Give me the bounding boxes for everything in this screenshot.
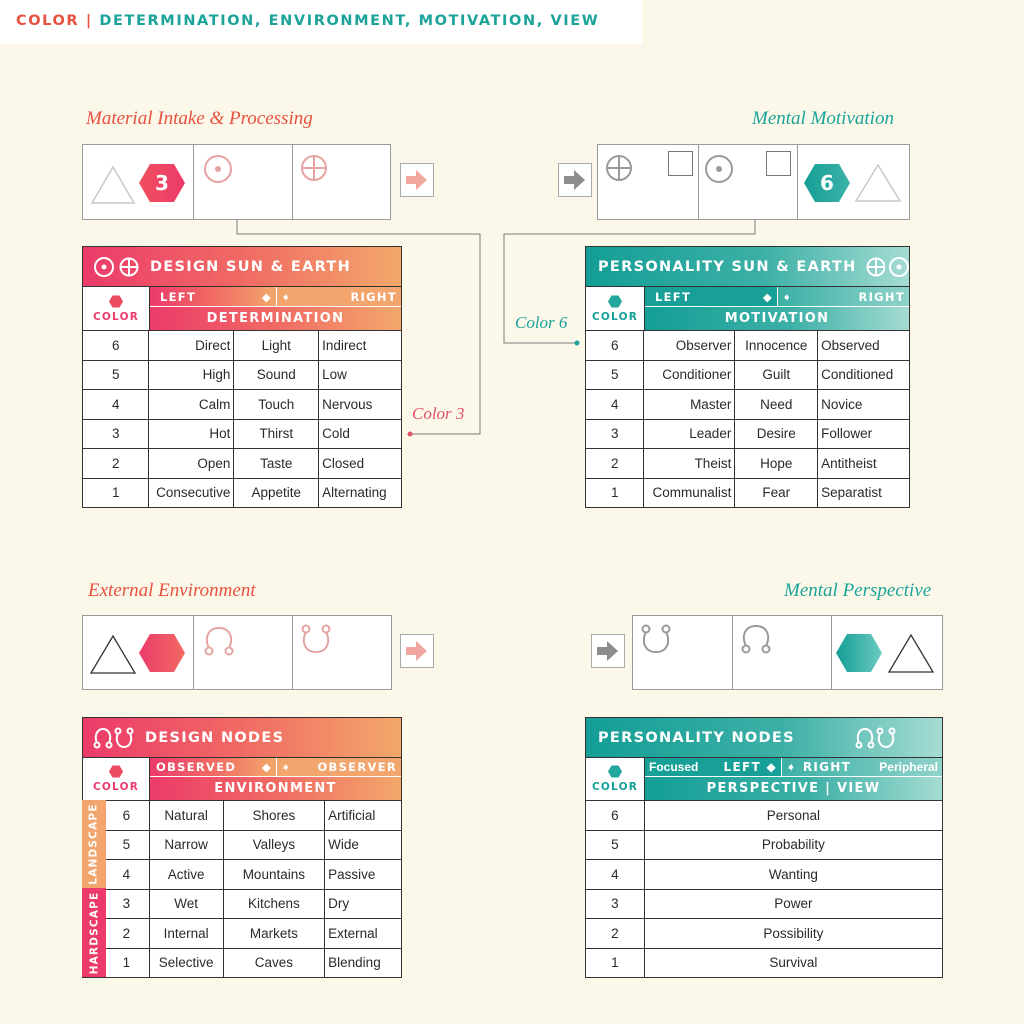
arrow-right-icon: ➧ xyxy=(782,289,793,304)
right-value: Indirect xyxy=(319,331,402,361)
left-value: Internal xyxy=(149,919,223,949)
design-sun-header xyxy=(82,246,402,286)
earth-icon xyxy=(865,256,886,278)
row-number: 4 xyxy=(586,390,644,420)
table-row xyxy=(586,948,943,978)
personality-nodes-grid xyxy=(585,800,943,978)
middle-value: Touch xyxy=(234,390,319,420)
personality-color-number: 6 xyxy=(820,171,834,195)
left-value: Master xyxy=(644,390,735,420)
middle-value: Light xyxy=(234,331,319,361)
row-number: 6 xyxy=(83,331,149,361)
design-sun-subheader xyxy=(82,286,402,330)
focused-text: Focused xyxy=(649,760,699,774)
row-number: 4 xyxy=(586,860,645,890)
table-row xyxy=(586,889,943,919)
section-title-mental-motivation: Mental Motivation xyxy=(752,108,894,129)
right-value: Nervous xyxy=(319,390,402,420)
left-value: Wet xyxy=(149,889,223,919)
banner-color-word: COLOR xyxy=(16,13,80,29)
north-node-icon xyxy=(739,622,773,656)
left-value: Active xyxy=(149,860,223,890)
personality-sun-subtitle: MOTIVATION xyxy=(645,307,909,330)
left-value: Theist xyxy=(644,449,735,479)
table-row xyxy=(83,390,402,420)
left-value: Narrow xyxy=(149,830,223,860)
landscape-band xyxy=(82,800,106,888)
right-label xyxy=(276,758,401,776)
table-row xyxy=(586,390,910,420)
color-label: COLOR xyxy=(592,781,638,793)
middle-value: Guilt xyxy=(735,360,818,390)
row-number: 2 xyxy=(586,919,645,949)
left-text: LEFT xyxy=(160,289,197,304)
design-nodes-header xyxy=(82,717,402,757)
table-row xyxy=(586,419,910,449)
personality-sun-title: PERSONALITY SUN & EARTH xyxy=(598,258,857,275)
right-value: Antitheist xyxy=(818,449,910,479)
table-row xyxy=(83,919,402,949)
personality-nodes-title: PERSONALITY NODES xyxy=(598,729,795,746)
middle-value: Caves xyxy=(223,948,325,978)
design-nodes-title: DESIGN NODES xyxy=(145,729,285,746)
left-label xyxy=(150,287,276,306)
section-title-external: External Environment xyxy=(88,580,256,601)
right-value: Separatist xyxy=(818,478,910,508)
table-row xyxy=(83,419,402,449)
perspective-value: Possibility xyxy=(644,919,942,949)
left-value: High xyxy=(149,360,234,390)
table-row xyxy=(586,478,910,508)
personality-nodes-color-cell xyxy=(832,616,942,689)
right-value: Conditioned xyxy=(818,360,910,390)
south-node-icon xyxy=(639,622,673,656)
hardscape-band xyxy=(82,888,106,977)
left-value: Direct xyxy=(149,331,234,361)
right-value: Observed xyxy=(818,331,910,361)
table-row xyxy=(83,830,402,860)
design-nodes-arrow-button[interactable] xyxy=(400,634,434,668)
arrow-left-icon: ◆ xyxy=(766,760,777,774)
perspective-value: Wanting xyxy=(644,860,942,890)
left-label xyxy=(645,287,777,306)
table-row xyxy=(586,360,910,390)
right-value: External xyxy=(325,919,402,949)
right-value: Alternating xyxy=(319,478,402,508)
row-number: 1 xyxy=(83,478,149,508)
color-column-header xyxy=(83,758,150,800)
left-value: Leader xyxy=(644,419,735,449)
middle-value: Valleys xyxy=(223,830,325,860)
color-column-header xyxy=(586,287,645,330)
personality-nodes-planet-box xyxy=(632,615,943,690)
row-number: 6 xyxy=(83,801,150,831)
table-row xyxy=(586,449,910,479)
left-value: Open xyxy=(149,449,234,479)
section-title-perspective: Mental Perspective xyxy=(784,580,932,601)
row-number: 5 xyxy=(83,360,149,390)
middle-value: Fear xyxy=(735,478,818,508)
design-nodes-table xyxy=(82,717,402,978)
left-value: Communalist xyxy=(644,478,735,508)
color-label: COLOR xyxy=(93,781,139,793)
left-value: Observer xyxy=(644,331,735,361)
color-column-header xyxy=(586,758,645,800)
table-row xyxy=(586,830,943,860)
right-text: RIGHT xyxy=(802,760,852,774)
hexagon-icon xyxy=(109,765,123,778)
south-node-icon xyxy=(299,622,333,656)
right-value: Artificial xyxy=(325,801,402,831)
row-number: 3 xyxy=(83,889,150,919)
middle-value: Hope xyxy=(735,449,818,479)
arrow-right-icon xyxy=(406,641,428,661)
right-label xyxy=(781,758,942,776)
table-row xyxy=(83,948,402,978)
left-value: Selective xyxy=(149,948,223,978)
sun-icon xyxy=(93,256,115,278)
left-text: LEFT xyxy=(723,760,761,774)
middle-value: Markets xyxy=(223,919,325,949)
triangle-icon xyxy=(886,633,938,675)
row-number: 5 xyxy=(586,360,644,390)
design-color-number: 3 xyxy=(155,171,169,195)
right-group xyxy=(786,760,851,774)
perspective-value: Probability xyxy=(644,830,942,860)
right-text: OBSERVER xyxy=(317,760,397,774)
middle-value: Appetite xyxy=(234,478,319,508)
personality-nodes-header xyxy=(585,717,943,757)
row-number: 3 xyxy=(586,889,645,919)
row-number: 4 xyxy=(83,860,150,890)
table-row xyxy=(83,860,402,890)
personality-sun-subheader xyxy=(585,286,910,330)
table-row xyxy=(586,860,943,890)
row-number: 6 xyxy=(586,801,645,831)
middle-value: Mountains xyxy=(223,860,325,890)
hexagon-icon xyxy=(608,295,622,308)
note-color-6: Color 6 xyxy=(515,313,568,332)
arrow-left-icon: ◆ xyxy=(261,760,272,774)
design-sun-table xyxy=(82,246,402,508)
middle-value: Desire xyxy=(735,419,818,449)
earth-icon xyxy=(118,256,140,278)
arrow-right-icon: ➧ xyxy=(786,760,798,774)
color-label: COLOR xyxy=(93,310,139,323)
right-text: RIGHT xyxy=(350,289,397,304)
right-value: Closed xyxy=(319,449,402,479)
sun-icon xyxy=(888,256,909,278)
row-number: 2 xyxy=(586,449,644,479)
right-value: Dry xyxy=(325,889,402,919)
right-value: Wide xyxy=(325,830,402,860)
nodes-icon xyxy=(93,726,135,750)
perspective-value: Survival xyxy=(644,948,942,978)
middle-value: Taste xyxy=(234,449,319,479)
table-row xyxy=(83,889,402,919)
nodes-icon xyxy=(855,726,897,750)
personality-nodes-subtitle: PERSPECTIVE | VIEW xyxy=(645,777,942,800)
arrow-left-icon: ◆ xyxy=(261,289,272,304)
hardscape-label: HARDSCAPE xyxy=(88,891,100,974)
hexagon-icon xyxy=(109,295,123,308)
row-number: 1 xyxy=(83,948,150,978)
row-number: 4 xyxy=(83,390,149,420)
left-value: Consecutive xyxy=(149,478,234,508)
table-row xyxy=(83,449,402,479)
right-value: Follower xyxy=(818,419,910,449)
personality-nodes-table xyxy=(585,717,943,978)
design-nodes-planet-box xyxy=(82,615,392,690)
table-row xyxy=(83,801,402,831)
arrow-right-icon xyxy=(597,641,619,661)
row-number: 5 xyxy=(83,830,150,860)
right-label xyxy=(276,287,401,306)
personality-nodes-subheader xyxy=(585,757,943,800)
middle-value: Kitchens xyxy=(223,889,325,919)
design-nodes-color-cell xyxy=(83,616,194,689)
middle-value: Need xyxy=(735,390,818,420)
left-label xyxy=(645,758,781,776)
right-value: Low xyxy=(319,360,402,390)
banner-separator: | xyxy=(79,13,100,29)
north-node-cell xyxy=(733,616,832,689)
right-value: Cold xyxy=(319,419,402,449)
design-sun-grid xyxy=(82,330,402,508)
arrow-left-icon: ◆ xyxy=(762,289,773,304)
table-row xyxy=(83,478,402,508)
row-number: 5 xyxy=(586,830,645,860)
personality-nodes-arrow-button[interactable] xyxy=(591,634,625,668)
right-label xyxy=(777,287,909,306)
design-sun-title: DESIGN SUN & EARTH xyxy=(150,258,352,275)
north-node-cell xyxy=(194,616,293,689)
middle-value: Sound xyxy=(234,360,319,390)
personality-sun-table xyxy=(585,246,910,508)
left-text: OBSERVED xyxy=(156,760,237,774)
table-row xyxy=(586,331,910,361)
row-number: 2 xyxy=(83,449,149,479)
north-node-icon xyxy=(202,624,236,658)
table-row xyxy=(83,360,402,390)
table-row xyxy=(586,919,943,949)
right-value: Passive xyxy=(325,860,402,890)
left-value: Hot xyxy=(149,419,234,449)
hexagon-icon xyxy=(608,765,622,778)
note-color-3: Color 3 xyxy=(412,404,465,423)
row-number: 3 xyxy=(83,419,149,449)
banner-topics: DETERMINATION, ENVIRONMENT, MOTIVATION, VIEW xyxy=(99,13,600,29)
color-column-header xyxy=(83,287,150,330)
left-value: Conditioner xyxy=(644,360,735,390)
landscape-label: LANDSCAPE xyxy=(88,803,101,885)
design-sun-subtitle: DETERMINATION xyxy=(150,307,401,330)
design-nodes-grid xyxy=(82,800,402,978)
south-node-cell xyxy=(293,616,391,689)
right-value: Blending xyxy=(325,948,402,978)
table-row xyxy=(83,331,402,361)
arrow-right-icon: ➧ xyxy=(281,760,292,774)
arrow-right-icon: ➧ xyxy=(281,289,292,304)
section-title-material: Material Intake & Processing xyxy=(86,108,313,129)
row-number: 3 xyxy=(586,419,644,449)
left-group xyxy=(724,760,777,774)
left-value: Natural xyxy=(149,801,223,831)
left-label xyxy=(150,758,276,776)
perspective-value: Power xyxy=(644,889,942,919)
design-nodes-subtitle: ENVIRONMENT xyxy=(150,777,401,800)
left-text: LEFT xyxy=(655,289,692,304)
middle-value: Shores xyxy=(223,801,325,831)
personality-sun-grid xyxy=(585,330,910,508)
color-hexagon-icon xyxy=(139,633,185,673)
row-number: 6 xyxy=(586,331,644,361)
middle-value: Thirst xyxy=(234,419,319,449)
design-nodes-subheader xyxy=(82,757,402,800)
row-number: 2 xyxy=(83,919,150,949)
left-value: Calm xyxy=(149,390,234,420)
color-label: COLOR xyxy=(592,310,638,323)
perspective-value: Personal xyxy=(644,801,942,831)
personality-sun-header xyxy=(585,246,910,286)
row-number: 1 xyxy=(586,948,645,978)
south-node-cell xyxy=(633,616,733,689)
peripheral-text: Peripheral xyxy=(879,760,938,774)
middle-value: Innocence xyxy=(735,331,818,361)
row-number: 1 xyxy=(586,478,644,508)
right-text: RIGHT xyxy=(858,289,905,304)
right-value: Novice xyxy=(818,390,910,420)
table-row xyxy=(586,801,943,831)
color-hexagon-icon xyxy=(836,633,882,673)
